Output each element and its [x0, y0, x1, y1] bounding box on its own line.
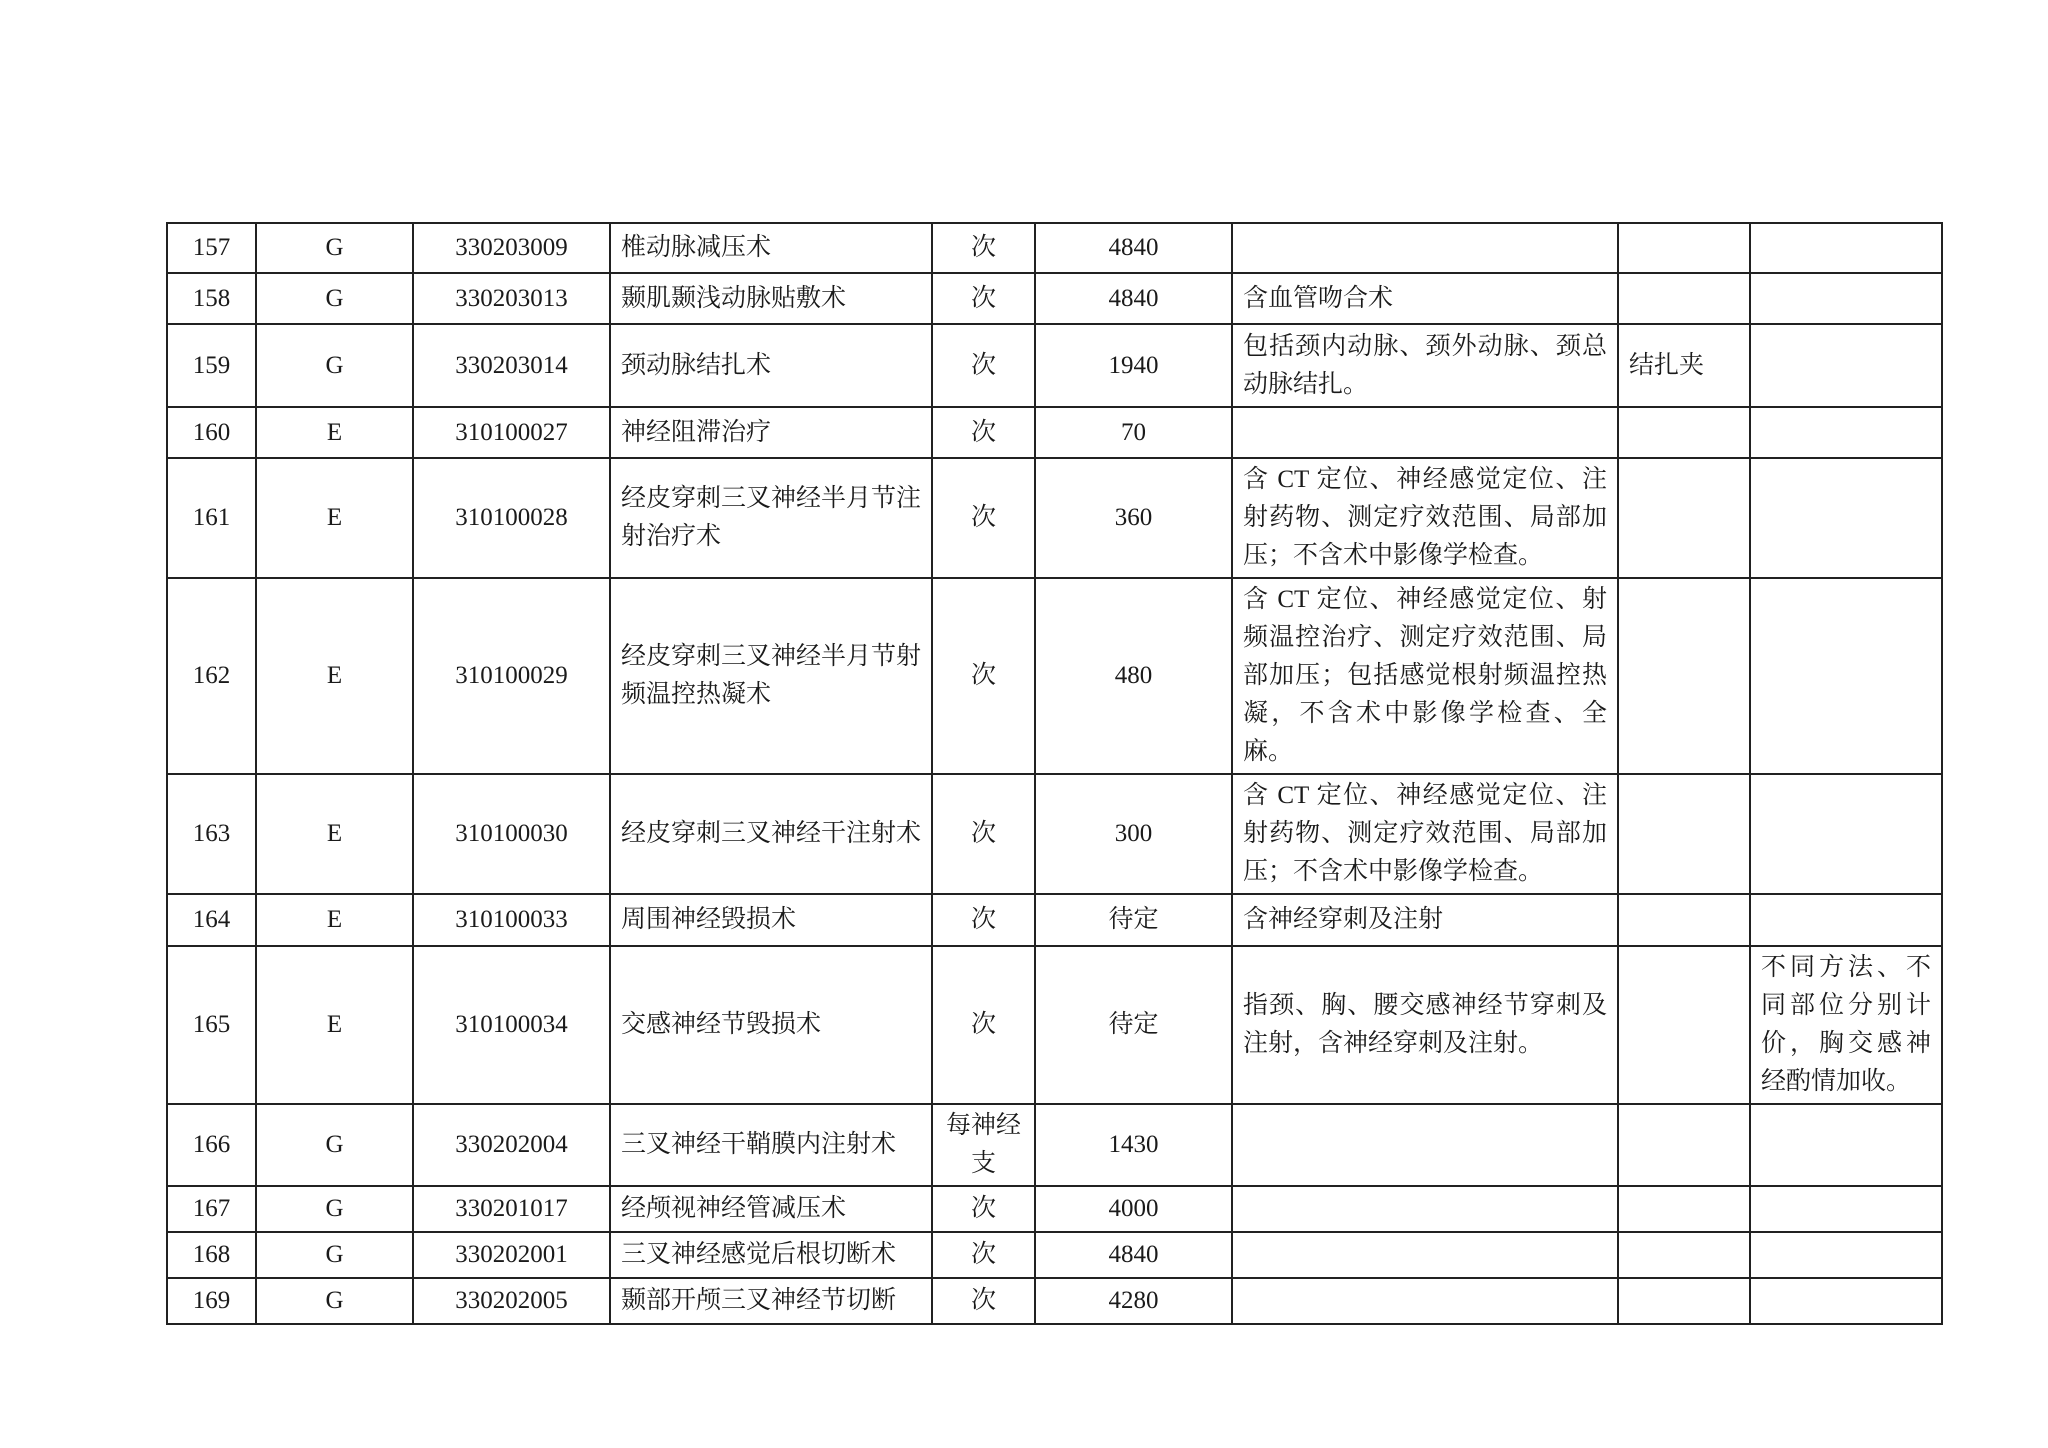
- cell-grade: G: [256, 1186, 413, 1232]
- cell-material: [1618, 223, 1750, 273]
- cell-material: [1618, 1104, 1750, 1186]
- cell-name: 神经阻滞治疗: [610, 407, 932, 458]
- table-row: [167, 407, 1942, 458]
- cell-extra: [1750, 1104, 1942, 1186]
- cell-name: 经皮穿刺三叉神经干注射术: [610, 774, 932, 894]
- cell-index: 165: [167, 946, 256, 1104]
- cell-name: 颞部开颅三叉神经节切断: [610, 1278, 932, 1324]
- cell-grade: E: [256, 774, 413, 894]
- cell-unit: 次: [932, 946, 1035, 1104]
- cell-unit: 每神经支: [932, 1104, 1035, 1186]
- cell-note: [1232, 407, 1618, 458]
- cell-price: 70: [1035, 407, 1232, 458]
- cell-material: [1618, 1232, 1750, 1278]
- cell-index: 158: [167, 273, 256, 324]
- cell-code: 330201017: [413, 1186, 610, 1232]
- cell-code: 310100028: [413, 458, 610, 578]
- cell-note: 含 CT 定位、神经感觉定位、射频温控治疗、测定疗效范围、局部加压；包括感觉根射频温控热凝，不含术中影像学检查、全麻。: [1232, 578, 1618, 774]
- cell-price: 480: [1035, 578, 1232, 774]
- cell-name: 颈动脉结扎术: [610, 324, 932, 407]
- table-row: [167, 1186, 1942, 1232]
- cell-material: [1618, 407, 1750, 458]
- cell-grade: E: [256, 946, 413, 1104]
- cell-name: 经颅视神经管减压术: [610, 1186, 932, 1232]
- cell-price: 300: [1035, 774, 1232, 894]
- cell-index: 159: [167, 324, 256, 407]
- cell-unit: 次: [932, 1278, 1035, 1324]
- cell-unit: 次: [932, 324, 1035, 407]
- cell-grade: G: [256, 273, 413, 324]
- cell-unit: 次: [932, 578, 1035, 774]
- cell-code: 330203013: [413, 273, 610, 324]
- cell-grade: G: [256, 1278, 413, 1324]
- cell-note: 含血管吻合术: [1232, 273, 1618, 324]
- cell-index: 163: [167, 774, 256, 894]
- cell-material: [1618, 273, 1750, 324]
- cell-code: 310100033: [413, 894, 610, 946]
- cell-index: 167: [167, 1186, 256, 1232]
- cell-code: 310100027: [413, 407, 610, 458]
- cell-unit: 次: [932, 407, 1035, 458]
- cell-price: 360: [1035, 458, 1232, 578]
- cell-index: 166: [167, 1104, 256, 1186]
- cell-price: 4000: [1035, 1186, 1232, 1232]
- cell-index: 160: [167, 407, 256, 458]
- cell-name: 颞肌颞浅动脉贴敷术: [610, 273, 932, 324]
- cell-name: 经皮穿刺三叉神经半月节注射治疗术: [610, 458, 932, 578]
- cell-code: 330202004: [413, 1104, 610, 1186]
- cell-code: 310100029: [413, 578, 610, 774]
- cell-name: 经皮穿刺三叉神经半月节射频温控热凝术: [610, 578, 932, 774]
- cell-note: [1232, 1104, 1618, 1186]
- table-row: [167, 324, 1942, 407]
- cell-extra: [1750, 894, 1942, 946]
- cell-price: 待定: [1035, 894, 1232, 946]
- cell-index: 164: [167, 894, 256, 946]
- cell-unit: 次: [932, 223, 1035, 273]
- cell-grade: G: [256, 1232, 413, 1278]
- cell-extra: [1750, 1232, 1942, 1278]
- cell-price: 4840: [1035, 273, 1232, 324]
- cell-name: 三叉神经感觉后根切断术: [610, 1232, 932, 1278]
- table-row: [167, 894, 1942, 946]
- cell-extra: [1750, 324, 1942, 407]
- cell-note: [1232, 1278, 1618, 1324]
- cell-material: [1618, 1278, 1750, 1324]
- cell-grade: E: [256, 407, 413, 458]
- cell-unit: 次: [932, 458, 1035, 578]
- cell-index: 162: [167, 578, 256, 774]
- cell-unit: 次: [932, 273, 1035, 324]
- cell-extra: [1750, 223, 1942, 273]
- cell-index: 161: [167, 458, 256, 578]
- cell-material: [1618, 946, 1750, 1104]
- table-row: [167, 578, 1942, 774]
- table-row: [167, 946, 1942, 1104]
- cell-material: [1618, 894, 1750, 946]
- cell-name: 周围神经毁损术: [610, 894, 932, 946]
- cell-code: 310100034: [413, 946, 610, 1104]
- table-row: [167, 273, 1942, 324]
- cell-price: 1940: [1035, 324, 1232, 407]
- cell-code: 330202001: [413, 1232, 610, 1278]
- cell-material: [1618, 1186, 1750, 1232]
- table-row: [167, 1104, 1942, 1186]
- cell-extra: 不同方法、不同部位分别计价，胸交感神经酌情加收。: [1750, 946, 1942, 1104]
- cell-name: 椎动脉减压术: [610, 223, 932, 273]
- cell-note: 包括颈内动脉、颈外动脉、颈总动脉结扎。: [1232, 324, 1618, 407]
- cell-note: [1232, 223, 1618, 273]
- cell-name: 三叉神经干鞘膜内注射术: [610, 1104, 932, 1186]
- cell-name: 交感神经节毁损术: [610, 946, 932, 1104]
- cell-note: 指颈、胸、腰交感神经节穿刺及注射，含神经穿刺及注射。: [1232, 946, 1618, 1104]
- cell-unit: 次: [932, 1232, 1035, 1278]
- cell-grade: E: [256, 578, 413, 774]
- cell-price: 待定: [1035, 946, 1232, 1104]
- cell-extra: [1750, 273, 1942, 324]
- table-row: [167, 223, 1942, 273]
- cell-grade: E: [256, 894, 413, 946]
- cell-code: 330203009: [413, 223, 610, 273]
- table-row: [167, 1278, 1942, 1324]
- cell-grade: G: [256, 324, 413, 407]
- cell-extra: [1750, 578, 1942, 774]
- cell-code: 330203014: [413, 324, 610, 407]
- cell-material: 结扎夹: [1618, 324, 1750, 407]
- table-row: [167, 774, 1942, 894]
- cell-code: 310100030: [413, 774, 610, 894]
- cell-material: [1618, 774, 1750, 894]
- cell-grade: G: [256, 1104, 413, 1186]
- fee-schedule-table: [166, 222, 1943, 1325]
- cell-note: 含 CT 定位、神经感觉定位、注射药物、测定疗效范围、局部加压；不含术中影像学检查。: [1232, 774, 1618, 894]
- cell-extra: [1750, 1186, 1942, 1232]
- cell-note: 含 CT 定位、神经感觉定位、注射药物、测定疗效范围、局部加压；不含术中影像学检查。: [1232, 458, 1618, 578]
- table-row: [167, 458, 1942, 578]
- cell-unit: 次: [932, 1186, 1035, 1232]
- cell-index: 157: [167, 223, 256, 273]
- cell-index: 168: [167, 1232, 256, 1278]
- cell-unit: 次: [932, 894, 1035, 946]
- cell-price: 4280: [1035, 1278, 1232, 1324]
- cell-material: [1618, 578, 1750, 774]
- cell-extra: [1750, 407, 1942, 458]
- cell-code: 330202005: [413, 1278, 610, 1324]
- table-row: [167, 1232, 1942, 1278]
- cell-note: [1232, 1186, 1618, 1232]
- cell-note: [1232, 1232, 1618, 1278]
- cell-note: 含神经穿刺及注射: [1232, 894, 1618, 946]
- cell-index: 169: [167, 1278, 256, 1324]
- cell-grade: E: [256, 458, 413, 578]
- cell-grade: G: [256, 223, 413, 273]
- cell-price: 1430: [1035, 1104, 1232, 1186]
- cell-material: [1618, 458, 1750, 578]
- cell-price: 4840: [1035, 223, 1232, 273]
- cell-unit: 次: [932, 774, 1035, 894]
- cell-extra: [1750, 458, 1942, 578]
- cell-extra: [1750, 774, 1942, 894]
- cell-price: 4840: [1035, 1232, 1232, 1278]
- cell-extra: [1750, 1278, 1942, 1324]
